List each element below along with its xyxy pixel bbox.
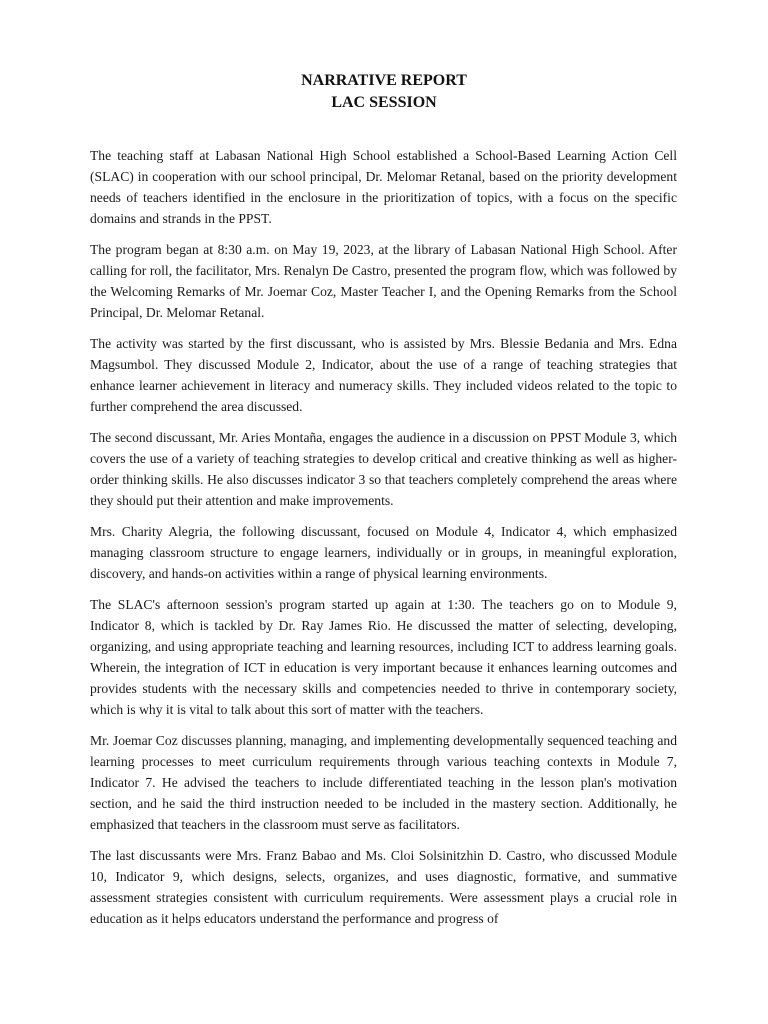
paragraph: Mr. Joemar Coz discusses planning, managing, and implementing developmentally sequenced teaching and learning processes to meet curriculum requirements through various teaching contexts in Module 7, Indicator 7. He advised the teachers to include differentiated teaching in the lesson plan's motivation section, and he said the third instruction needed to be included in the mastery section. Additionally, he emphasized that teachers in the classroom must serve as facilitators.: [90, 733, 677, 832]
title-line-1: NARRATIVE REPORT: [301, 72, 467, 89]
document-body: [90, 145, 677, 939]
document-title: [0, 70, 768, 114]
paragraph: The teaching staff at Labasan National High School established a School-Based Learning Action Cell (SLAC) in cooperation with our school principal, Dr. Melomar Retanal, based on the priority development needs of teachers identified in the enclosure in the prioritization of topics, with a focus on the specific domains and strands in the PPST.: [90, 148, 677, 226]
paragraph: The activity was started by the first discussant, who is assisted by Mrs. Blessie Bedania and Mrs. Edna Magsumbol. They discussed Module 2, Indicator, about the use of a range of teaching strategies that enhance learner achievement in literacy and numeracy skills. They included videos related to the topic to further comprehend the area discussed.: [90, 336, 677, 414]
paragraph: The second discussant, Mr. Aries Montaña, engages the audience in a discussion on PPST Module 3, which covers the use of a variety of teaching strategies to develop critical and creative thinking as well as higher-order thinking skills. He also discusses indicator 3 so that teachers completely comprehend the areas where they should put their attention and make improvements.: [90, 430, 677, 508]
paragraph: The last discussants were Mrs. Franz Babao and Ms. Cloi Solsinitzhin D. Castro, who discussed Module 10, Indicator 9, which designs, selects, organizes, and uses diagnostic, formative, and summative assessment strategies consistent with curriculum requirements. Were assessment plays a crucial role in education as it helps educators understand the performance and progress of: [90, 848, 677, 926]
title-line-2: LAC SESSION: [331, 94, 437, 111]
paragraph: The program began at 8:30 a.m. on May 19, 2023, at the library of Labasan National High School. After calling for roll, the facilitator, Mrs. Renalyn De Castro, presented the program flow, which was followed by the Welcoming Remarks of Mr. Joemar Coz, Master Teacher I, and the Opening Remarks from the School Principal, Dr. Melomar Retanal.: [90, 242, 677, 320]
paragraph: The SLAC's afternoon session's program started up again at 1:30. The teachers go on to Module 9, Indicator 8, which is tackled by Dr. Ray James Rio. He discussed the matter of selecting, developing, organizing, and using appropriate teaching and learning resources, including ICT to address learning goals. Wherein, the integration of ICT in education is very important because it enhances learning outcomes and provides students with the necessary skills and competencies needed to thrive in contemporary society, which is why it is vital to talk about this sort of matter with the teachers.: [90, 597, 677, 717]
paragraph: Mrs. Charity Alegria, the following discussant, focused on Module 4, Indicator 4, which emphasized managing classroom structure to engage learners, individually or in groups, in meaningful exploration, discovery, and hands-on activities within a range of physical learning environments.: [90, 524, 677, 581]
